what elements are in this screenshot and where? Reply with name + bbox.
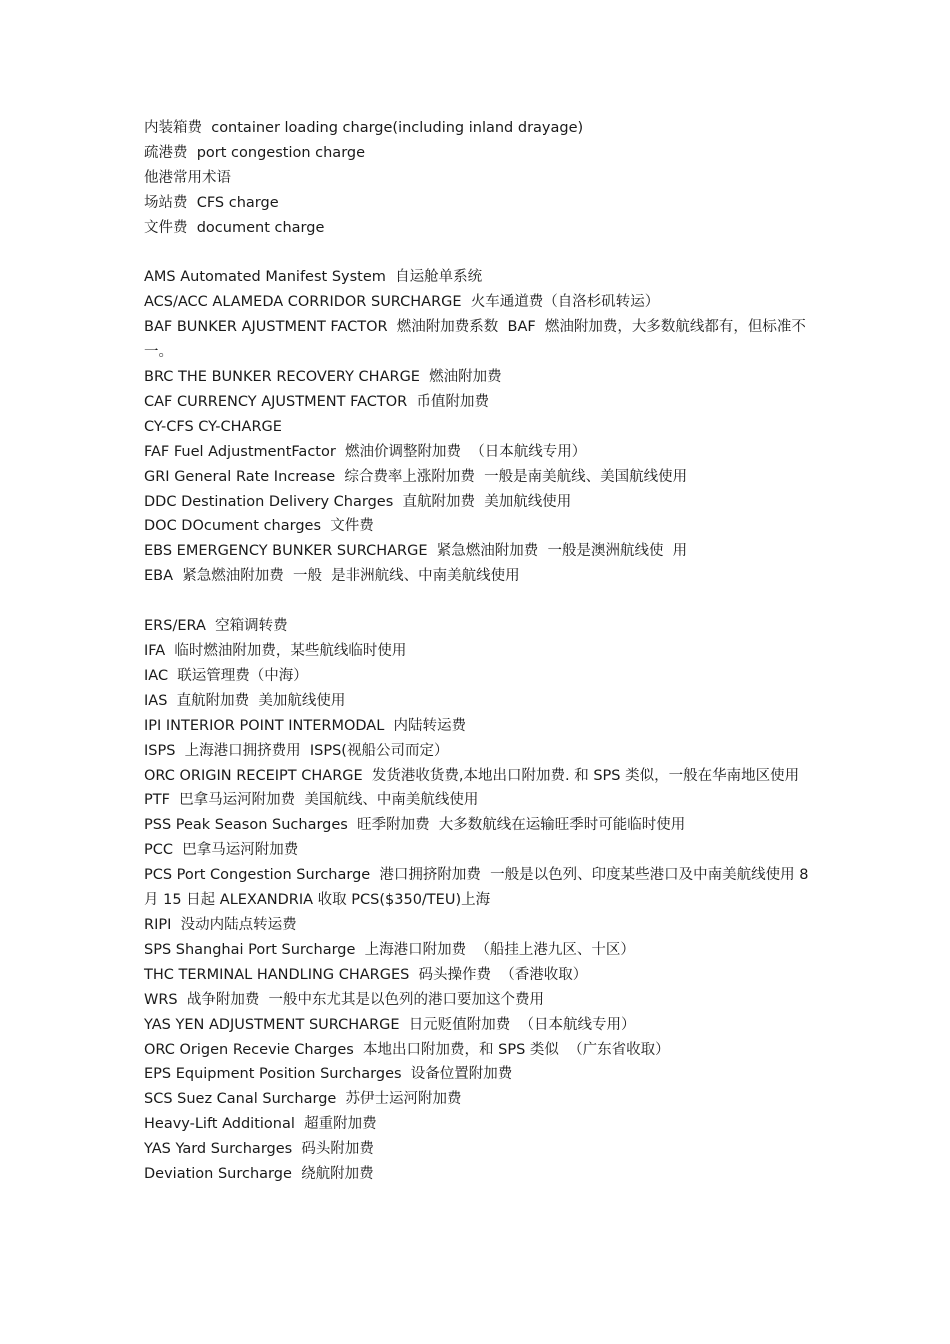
text-line: AMS Automated Manifest System 自运舱单系统: [144, 269, 483, 286]
text-line: GRI General Rate Increase 综合费率上涨附加费 一般是南美航线、美国航线使用: [144, 468, 688, 485]
text-line: ORC ORIGIN RECEIPT CHARGE 发货港收货费,本地出口附加费. 和 SPS 类似，一般在华南地区使用: [144, 767, 800, 784]
text-line: IAC 联运管理费（中海）: [144, 667, 308, 684]
text-line: IAS 直航附加费 美加航线使用: [144, 692, 346, 709]
text-line: PSS Peak Season Sucharges 旺季附加费 大多数航线在运输旺季时可能临时使用: [144, 817, 686, 834]
text-line: DDC Destination Delivery Charges 直航附加费 美加航线使用: [144, 493, 572, 510]
text-line: EPS Equipment Position Surcharges 设备位置附加费: [144, 1066, 513, 1083]
text-line: ISPS 上海港口拥挤费用 ISPS(视船公司而定）: [144, 742, 449, 759]
text-line: CY-CFS CY-CHARGE: [144, 418, 282, 435]
text-line: CAF CURRENCY AJUSTMENT FACTOR 币值附加费: [144, 393, 489, 410]
text-line: 场站费 CFS charge: [144, 194, 279, 211]
document-body: [144, 116, 812, 1187]
text-line: FAF Fuel AdjustmentFactor 燃油价调整附加费 （日本航线专用）: [144, 443, 587, 460]
text-line: IFA 临时燃油附加费，某些航线临时使用: [144, 643, 407, 659]
text-line: PCC 巴拿马运河附加费: [144, 842, 299, 859]
text-line: 他港常用术语: [144, 169, 231, 186]
text-line: SPS Shanghai Port Surcharge 上海港口附加费 （船挂上港九区、十区）: [144, 941, 635, 958]
text-line: BAF BUNKER AJUSTMENT FACTOR 燃油附加费系数 BAF 燃油附加费，大多数航线都有，但标准不一。: [144, 319, 806, 361]
text-line: 疏港费 port congestion charge: [144, 144, 366, 161]
text-line: BRC THE BUNKER RECOVERY CHARGE 燃油附加费: [144, 369, 502, 386]
text-line: EBS EMERGENCY BUNKER SURCHARGE 紧急燃油附加费 一般是澳洲航线使 用: [144, 543, 688, 560]
text-line: YAS Yard Surcharges 码头附加费: [144, 1141, 374, 1158]
text-line: WRS 战争附加费 一般中东尤其是以色列的港口要加这个费用: [144, 991, 545, 1008]
text-line: YAS YEN ADJUSTMENT SURCHARGE 日元贬值附加费 （日本航线专用）: [144, 1016, 636, 1033]
text-line: ACS/ACC ALAMEDA CORRIDOR SURCHARGE 火车通道费（自洛杉矶转运）: [144, 294, 660, 311]
text-line: 文件费 document charge: [144, 219, 325, 236]
text-line: DOC DOcument charges 文件费: [144, 518, 374, 535]
text-line: EBA 紧急燃油附加费 一般 是非洲航线、中南美航线使用: [144, 568, 520, 585]
text-line: PTF 巴拿马运河附加费 美国航线、中南美航线使用: [144, 792, 479, 809]
text-line: SCS Suez Canal Surcharge 苏伊士运河附加费: [144, 1091, 462, 1108]
text-line: Heavy-Lift Additional 超重附加费: [144, 1116, 377, 1133]
paragraph-gap: [144, 589, 812, 614]
text-line: ERS/ERA 空箱调转费: [144, 618, 288, 635]
text-line: 内装箱费 container loading charge(including inland drayage): [144, 120, 584, 136]
text-line: PCS Port Congestion Surcharge 港口拥挤附加费 一般是以色列、印度某些港口及中南美航线使用 8 月 15 日起 ALEXANDRIA 收取 PCS($350/TEU)上海: [144, 867, 814, 909]
text-line: THC TERMINAL HANDLING CHARGES 码头操作费 （香港收取）: [144, 966, 588, 983]
text-line: Deviation Surcharge 绕航附加费: [144, 1166, 374, 1183]
text-line: IPI INTERIOR POINT INTERMODAL 内陆转运费: [144, 717, 467, 734]
text-line: RIPI 没动内陆点转运费: [144, 916, 297, 933]
text-line: ORC Origen Recevie Charges 本地出口附加费，和 SPS 类似 （广东省收取）: [144, 1041, 670, 1058]
paragraph-gap: [144, 241, 812, 266]
